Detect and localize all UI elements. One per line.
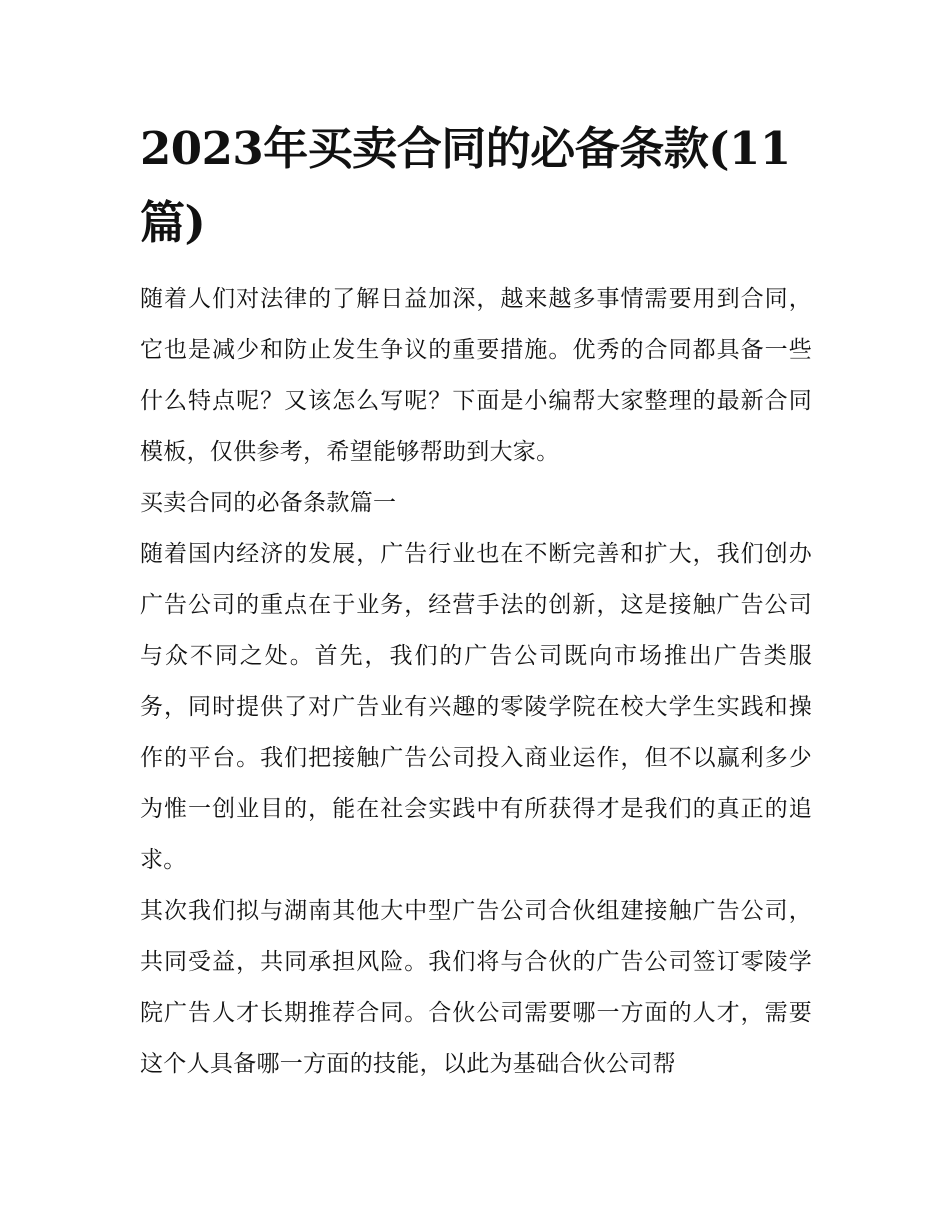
body-paragraph: 其次我们拟与湖南其他大中型广告公司合伙组建接触广告公司，共同受益，共同承担风险。我们将与合伙的广告公司签订零陵学院广告人才长期推荐合同。合伙公司需要哪一方面的人才，需要这个人具备哪一方面的技能，以此为基础合伙公司帮 — [140, 898, 812, 1077]
document-body — [140, 112, 812, 1090]
document-title: 2023年买卖合同的必备条款(11篇) — [140, 122, 791, 249]
body-paragraph: 随着国内经济的发展，广告行业也在不断完善和扩大，我们创办广告公司的重点在于业务，经营手法的创新，这是接触广告公司与众不同之处。首先，我们的广告公司既向市场推出广告类服务，同时提供了对广告业有兴趣的零陵学院在校大学生实践和操作的平台。我们把接触广告公司投入商业运作，但不以赢利多少为惟一创业目的，能在社会实践中有所获得才是我们的真正的追求。 — [140, 541, 812, 873]
section-heading: 买卖合同的必备条款篇一 — [140, 490, 397, 516]
intro-paragraph: 随着人们对法律的了解日益加深，越来越多事情需要用到合同，它也是减少和防止发生争议的重要措施。优秀的合同都具备一些什么特点呢？又该怎么写呢？下面是小编帮大家整理的最新合同模板，仅供参考，希望能够帮助到大家。 — [140, 286, 812, 465]
